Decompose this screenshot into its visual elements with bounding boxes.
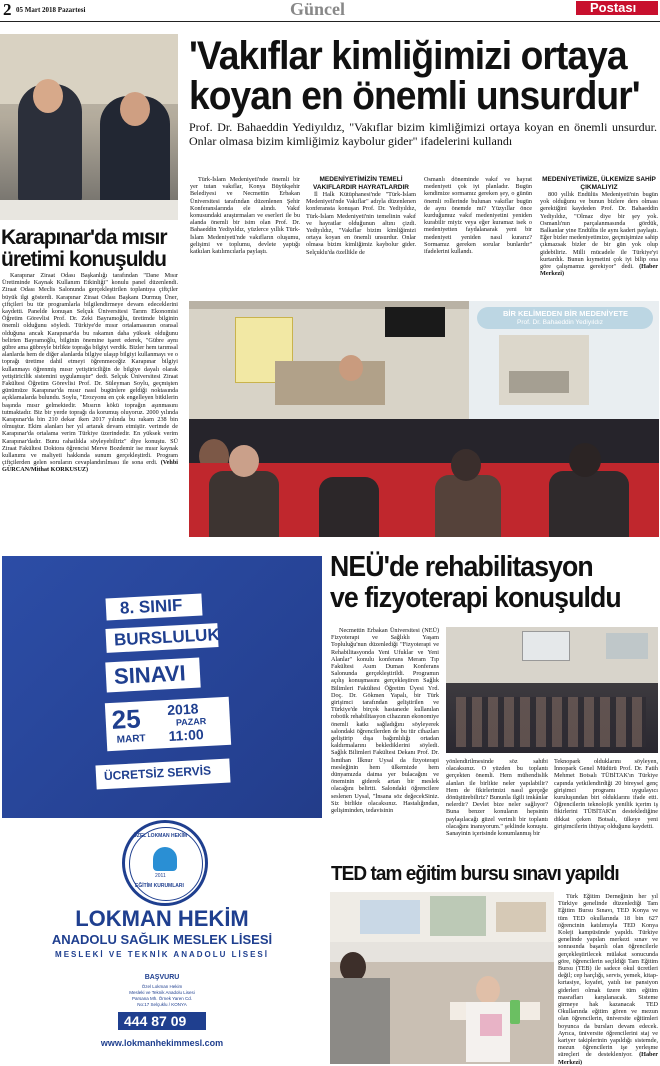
ted-body (558, 893, 658, 1065)
karapinar-headline (1, 227, 181, 271)
karapinar-body-text: Karapınar Ziraat Odası Başkanlığı tarafından "Dane Mısır Üretiminde Kaynak Kullanım Etkinliği" konulu panel düzenlendi. Ziraat Odası Meclis Salonunda gerçekleştirilen toplantıya çiftçiler büyük ilgi gösterdi. Karapınar Ziraat Odası Başkanı Durmuş Üner, çiftçileri bu tür programlarla bilgilendirmeye devam edeceklerini kaydetti. Panelde konuşan Selçuk Üniversitesi Tarım Ekonomisi Öğretim Görevlisi Prof. Dr. Zeki Bayramoğlu, üretimde bilginin önemli olduğunu söyledi. Türkiye'de mısır ortalamasının oransal olduğuna ancak Karapınar'da bu rakamın daha yüksek olduğunu belirten Bayramoğlu, bilginin önemine işaret ederek, "Gübre aynı gübre ama gübreyle birlikte toprağa bilgiyi verdik. Bizler hem tarımsal alanlarda hem de diğer alanlarda bilgiye ulaşıp bilgiyi kullanmayı ve o toprağı üretime dahil etmeyi öğrenmeceğiz Karapınar bilgiyi kullanmayı öğrenmiş mısır yetiştiriciliğin de bilgiye dayalı olarak yetiştiricilik sistemini uygulamıştır" dedi. Selçuk Üniversitesi Ziraat Fakültesi Öğretim Görevlisi Prof. Dr. Süleyman Soylu, geçmişten günümüze Karapınar'da mısır nasıl bugünlere geldiği noktasında açıklamalarda bulundu. Soylu, "Erozyonu en çok engelleyen bitkilerin başında mısır gelmektedir. Mısırın kökü toprağın aşınmasını tutmaktadır. Biz bir yerde toprağı da korumuş oluyoruz. 2000 yılında Karapınar'da bin 210 dekar iken 2017 yılında bu rakam 238 bin olmuştur. Ekim alanları her yıl artarak devam etmiştir. verimde de Karapınar'da ortalama verim Türkiye üzerindedir. En yüksek verim Karapınar'dadır. Bunu rahatlıkla söyleyebiliriz" diye konuştu. SÜ Ziraat Fakültesi Doktora öğrencisi Merve Bozdemir ise mısır kaynak kullanımı ve maliyeti hakkında sunum gerçekleştirdi. Program çiftçilerden gelen soruların cevaplandırılması ile sona erdi. (2, 272, 178, 467)
ad-year: 2018 (166, 700, 199, 719)
ted-credit: (Haber Merkezi) (558, 1051, 658, 1065)
ad-day: 25 (110, 703, 142, 735)
karapinar-headline-line1: Karapınar'da mısır (1, 226, 167, 249)
neu-col3: Teknopark olduklarını söyleyen, İnnopark Genel Müdürü Prof. Dr. Fatih Mehmet Botsalı TÜBİTAK'ın Türkiye capında yetkilendirdiği 20 bireysel genç girişimci programı uygulayıcı kuruluşundan biri olduklarını ifade etti. Öğrencilerin teknolojik yenilik içerim iş fikirlerini TÜBİTAK'ın desteklediğine dikkat çeken Botsalı, ülkeye yeni girişimcilerin ihtiyaç olduğunu kaydetti. (554, 758, 658, 830)
vakif-headline-line1: 'Vakıflar kimliğimizi ortaya (189, 34, 627, 78)
ad-lokman-hekim (2, 556, 322, 1064)
ad-free: ÜCRETSİZ SERVİS (103, 763, 212, 784)
vakif-subhead: Prof. Dr. Bahaeddin Yediyıldız, "Vakıflar bizim kimliğimizi ortaya koyan en önemli unsurdur. Onlar olmasa bizim kimliğimiz kaybolur gider" ifadelerini kullandı (189, 120, 657, 148)
screen-banner-title: BİR KELİMEDEN BİR MEDENİYETE (503, 309, 629, 318)
conference-photo (189, 301, 659, 537)
ad-phone-box (118, 1012, 206, 1030)
vakif-col4-body: 800 yıllık Endülüs Medeniyeti'nin bugün yok olduğunu ve bunun bizlere ders olması gerektiğini kaydeden Prof. Dr. Bahaeddin Yediyıldız, "Olmaz diye bir şey yok. Osmanlı'nın parçalanmasında gördük, Balkanlar yine Endülüs ile aynı kaderi paylaştı. Eğer bizler medeniyetimize, geçmişimize sahip çıkmazsak bizler de bir gün yok olup gidebiliriz. Milli mücadele ile Türkiye'yi kurtardık. Bunun kıymetini çok iyi bilip ona göre çalışmamız gerekiyor" dedi. (540, 191, 658, 271)
vakif-col2-text: İl Halk Kütüphanesi'nde "Türk-İslam Medeniyeti'nde Vakıflar" adıyla düzenlenen konferansta konuşan Prof. Dr. Yediyıldız, Türk-İslam Medeniyeti'nin temelinin vakıf ve hayratlar olduğunun altını çizdi. Yediyıldız, "Vakıflar bizim kimliğimizi ortaya koyan en önemli unsurdur. Onlar olmasa bizim kimliğimiz kaybolur gider. Selçuklu'da özellikle de (306, 191, 416, 256)
screen-banner (477, 307, 653, 329)
ad-seal-top: ÖZEL LOKMAN HEKİM (133, 833, 188, 839)
vakif-credit: (Haber Merkezi) (540, 263, 658, 278)
ad-web: www.lokmanhekimmesl.com (100, 1038, 224, 1048)
vakif-headline (189, 36, 659, 116)
ad-address-2: Mesleki ve Teknik Anadolu Lisesi (129, 990, 195, 995)
presentation-screen (469, 301, 659, 425)
ad-month: MART (116, 733, 146, 746)
vakif-col2-subhead: MEDENİYETİMİZİN TEMELİ VAKIFLARDIR HAYRATLARDIR (313, 176, 409, 191)
logo (576, 1, 658, 15)
ad-school-line: ANADOLU SAĞLIK MESLEK LİSESİ (51, 932, 273, 947)
karapinar-credit: (Vehbi GÜRCAN/Mithat KORKUSUZ) (2, 459, 178, 474)
logo-text: Postası (590, 0, 637, 15)
neu-headline-line2: ve fizyoterapi konuşuldu (330, 582, 621, 614)
vakif-col2 (306, 176, 416, 300)
ad-weekday: PAZAR (175, 716, 207, 728)
neu-col1: Necmettin Erbakan Üniversitesi (NEÜ) Fizyoterapi ve Sağlıklı Yaşam Topluluğu'nun düzenlediği "Fizyoterapi ve Rehabilitasyonda Yeni Ufuklar ve Yeni Alanlar" konulu konferans Meram Tıp Fakültesi Asım Duman Konferans Salonunda gerçekleştirildi. Programın açılış konuşmasını gerçekleştiren Sağlık Bilimleri Fakültesi Öğretim Üyesi Yrd. Doç. Dr. Gökmen Yapalı, bir Türk girişimci tarafından geliştirilen ve Türkiye'de birçok hastanede kullanılan robotik rehabilitasyon cihazının ekonomiye önemli katkı sağladığını söyleyerek salondaki öğrencilerden de bu tür cihazları geliştirip dışa bağımlılığı ortadan kaldırmalarını beklediklerini söyledi. Sağlık Bilimleri Fakültesi Dekanı Prof. Dr. İsmihan İlknur Uysal da fizyoterapi mesleğinin hem ülkemizde hem dünyamızda daima yer bulacağını ve öneminin giderek artan bir meslek olacağını belirtti. Salondaki öğrencilere seslenen Uysal, "İnsana söz değecekSiniz. Siz birlikte olacaksınız. Hastalığından, gelişiminden, tedavisinin (331, 627, 439, 815)
karapinar-headline-line2: üretimi konuşuldu (1, 248, 167, 271)
vakif-headline-line2: koyan en önemli unsurdur' (189, 74, 640, 118)
vakif-col4 (540, 176, 658, 300)
vakif-col3: Osmanlı döneminde vakıf ve hayrat medeniyeti çok iyi planladır. Bugün kendimize sormamız gereken şey, o günün önemli rollerinde bulunan vakıflar bugün de aynı önemde mi? Yüzyıllar önce kurduğumuz vakıf medeniyetini yeniden kurabilir miyiz veya eğer kuramaz isek o medeniyetten faydalanarak yeni bir medeniyeti yeniden nasıl kurarız? Sormamız gereken sorular bunlardır" ifadelerini kullandı. (424, 176, 532, 256)
neu-photo (446, 627, 658, 753)
ad-seal-year: 2011 (155, 873, 166, 879)
section-title: Güncel (290, 0, 346, 19)
vakif-col4-subhead: MEDENİYETİMİZE, ÜLKEMİZE SAHİP ÇIKMALIYIZ (542, 176, 656, 191)
ad-apply: BAŞVURU (144, 974, 180, 981)
ad-date-box (105, 697, 231, 751)
ad-address (2, 984, 322, 1008)
ad-time: 11:00 (168, 726, 205, 744)
ted-body-text: Türk Eğitim Derneğinin her yıl Türkiye genelinde düzenlediği Tam Eğitim Bursu Sınavı, TED Konya ve tüm TED okullarında 18 bin 627 öğrencinin katılımıyla TED Konya Koleji kampüsünde yapıldı. Türkiye genelinde yapılan merkezi sınav ve sonrasında başarılı olan öğrencilerle gerçekleştirilecek mülakat sonucunda göre, öğrencilerin seçildiği Tam Eğitim Bursu (TEB) ile sadece okul ücretleri değil; cep harçlığı, servis, yemek, kitap-kırtasiye, kıyafet, yatılı ise pansiyon giderleri olmak üzere tüm eğitim masrafları karşılanacak. Sisteme girmeye hak kazanacak TED Okullarında eğitim gören ve mezun olan öğrencilerin, üniversite eğitimleri boyunca da bursları devam edecek. Ayrıca, üniversite öğrencilerini staj ve kariyer takiplerinin yapıldığı sistemde, mezun öğrencilerin işe yerleşme süreçleri de destekleniyor. (558, 893, 658, 1059)
ad-grade: 8. SINIF (119, 595, 183, 618)
page-date: 05 Mart 2018 Pazartesi (16, 6, 86, 14)
ad-address-3: Parsana Mh. Örnek Yaren Cd. (131, 996, 193, 1001)
ted-headline: TED tam eğitim bursu sınavı yapıldı (331, 863, 619, 885)
karapinar-body (2, 272, 178, 538)
ad-word2-box (105, 658, 200, 693)
screen-banner-sub: Prof. Dr. Bahaeddin Yediyıldız (517, 319, 604, 326)
ad-seal-bottom: EĞİTİM KURUMLARI (135, 883, 184, 889)
karapinar-photo (0, 34, 178, 220)
ad-word1: BURSLULUK (113, 624, 221, 650)
page-number: 2 (3, 0, 12, 19)
ted-photo (330, 892, 554, 1064)
ad-address-1: Özel Lokman Hekim (141, 984, 183, 989)
ad-seal-icon (153, 847, 177, 871)
ad-phone: 444 87 09 (124, 1013, 187, 1029)
page-header (0, 0, 660, 22)
neu-col2: yönlendirilmesinde söz sahibi olacaksınız. O yüzden bu toplantı gerçekten önemli. Hem mühendislik alanları ile birlikte neler yapılabilir? Hem de fikirlerimizi nasıl gerçeğe dönüştürebiliriz? Bununla ilgili imkânlar nelerdir? Devlet bize neler sağlıyor? Buna benzer konuların hepsinin paylaşılacağı güzel verimli bir toplantı olacağını inanıyorum." şeklinde konuştu. Sanayinin içerisinde konumlanmış bir (446, 758, 548, 838)
neu-headline (330, 552, 660, 614)
ad-word2: SINAVI (113, 660, 187, 690)
vakif-col1: Türk-İslam Medeniyeti'nde önemli bir yer tutan vakıflar, Konya Büyükşehir Belediyesi ve Necmettin Erbakan Üniversitesi tarafından düzenlenen Şehir Konferanslarında ele alındı. Vakıf konusundaki araştırmaları ve eserleri ile bu alanda önemli bir isim olan Prof. Dr. Bahaeddin Yediyıldız, yüzlerce yıllık Türk-İslam Medeniyeti'nde vakıfların oluşumu, gelişimi ve toplumu, devlete yaptığı katkıları katılımcılarla paylaştı. (190, 176, 300, 256)
vakif-col4-text (540, 191, 658, 296)
ad-address-4: No:17 Selçuklu / KONYA (137, 1002, 187, 1007)
ad-seal (122, 820, 208, 906)
neu-headline-line1: NEÜ'de rehabilitasyon (330, 551, 593, 583)
ad-school-name: LOKMAN HEKİM (75, 906, 249, 931)
ad-school-sub: MESLEKİ VE TEKNİK ANADOLU LİSESİ (55, 950, 269, 959)
